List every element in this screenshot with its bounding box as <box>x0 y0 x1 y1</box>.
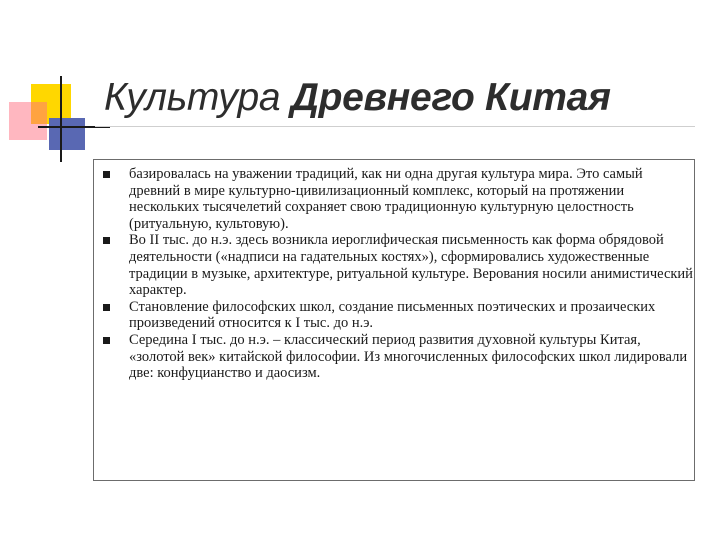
bullet-list <box>103 166 693 382</box>
bullet-square-icon <box>103 237 110 244</box>
bullet-text: Становление философских школ, создание письменных поэтических и прозаических произведений относится к I тыс. до н.э. <box>129 298 656 332</box>
bullet-text: базировалась на уважении традиций, как ни одна другая культура мира. Это самый древний в мире культурно-цивилизационный комплекс, который на протяжении нескольких тысячелетий сохраняет свою традиционную культурную целостность (ритуальную, культовую). <box>129 166 643 232</box>
bullet-item <box>103 332 693 382</box>
decorative-blue-square <box>49 118 85 150</box>
bullet-item <box>103 166 693 232</box>
title-underline <box>95 126 695 127</box>
slide-title-bold: Древнего Китая <box>290 76 611 119</box>
bullet-square-icon <box>103 304 110 311</box>
bullet-text: Середина I тыс. до н.э. – классический период развития духовной культуры Китая, «золотой век» китайской философии. Из многочисленных философских школ лидировали две: конфуцианство и даосизм. <box>129 331 688 382</box>
bullet-square-icon <box>103 171 110 178</box>
bullet-item <box>103 299 693 332</box>
slide-title <box>104 76 611 120</box>
decorative-red-square <box>9 102 47 140</box>
bullet-text: Во II тыс. до н.э. здесь возникла иероглифическая письменность как форма обрядовой деятельности («надписи на гадательных костях»), сформировались художественные традиции в музыке, архитектуре, ритуальной культуре. Верования носили анимистический характер. <box>129 232 693 299</box>
bullet-square-icon <box>103 337 110 344</box>
bullet-item <box>103 232 693 298</box>
slide-title-regular: Культура <box>104 76 291 119</box>
decorative-vertical-line <box>60 76 62 162</box>
